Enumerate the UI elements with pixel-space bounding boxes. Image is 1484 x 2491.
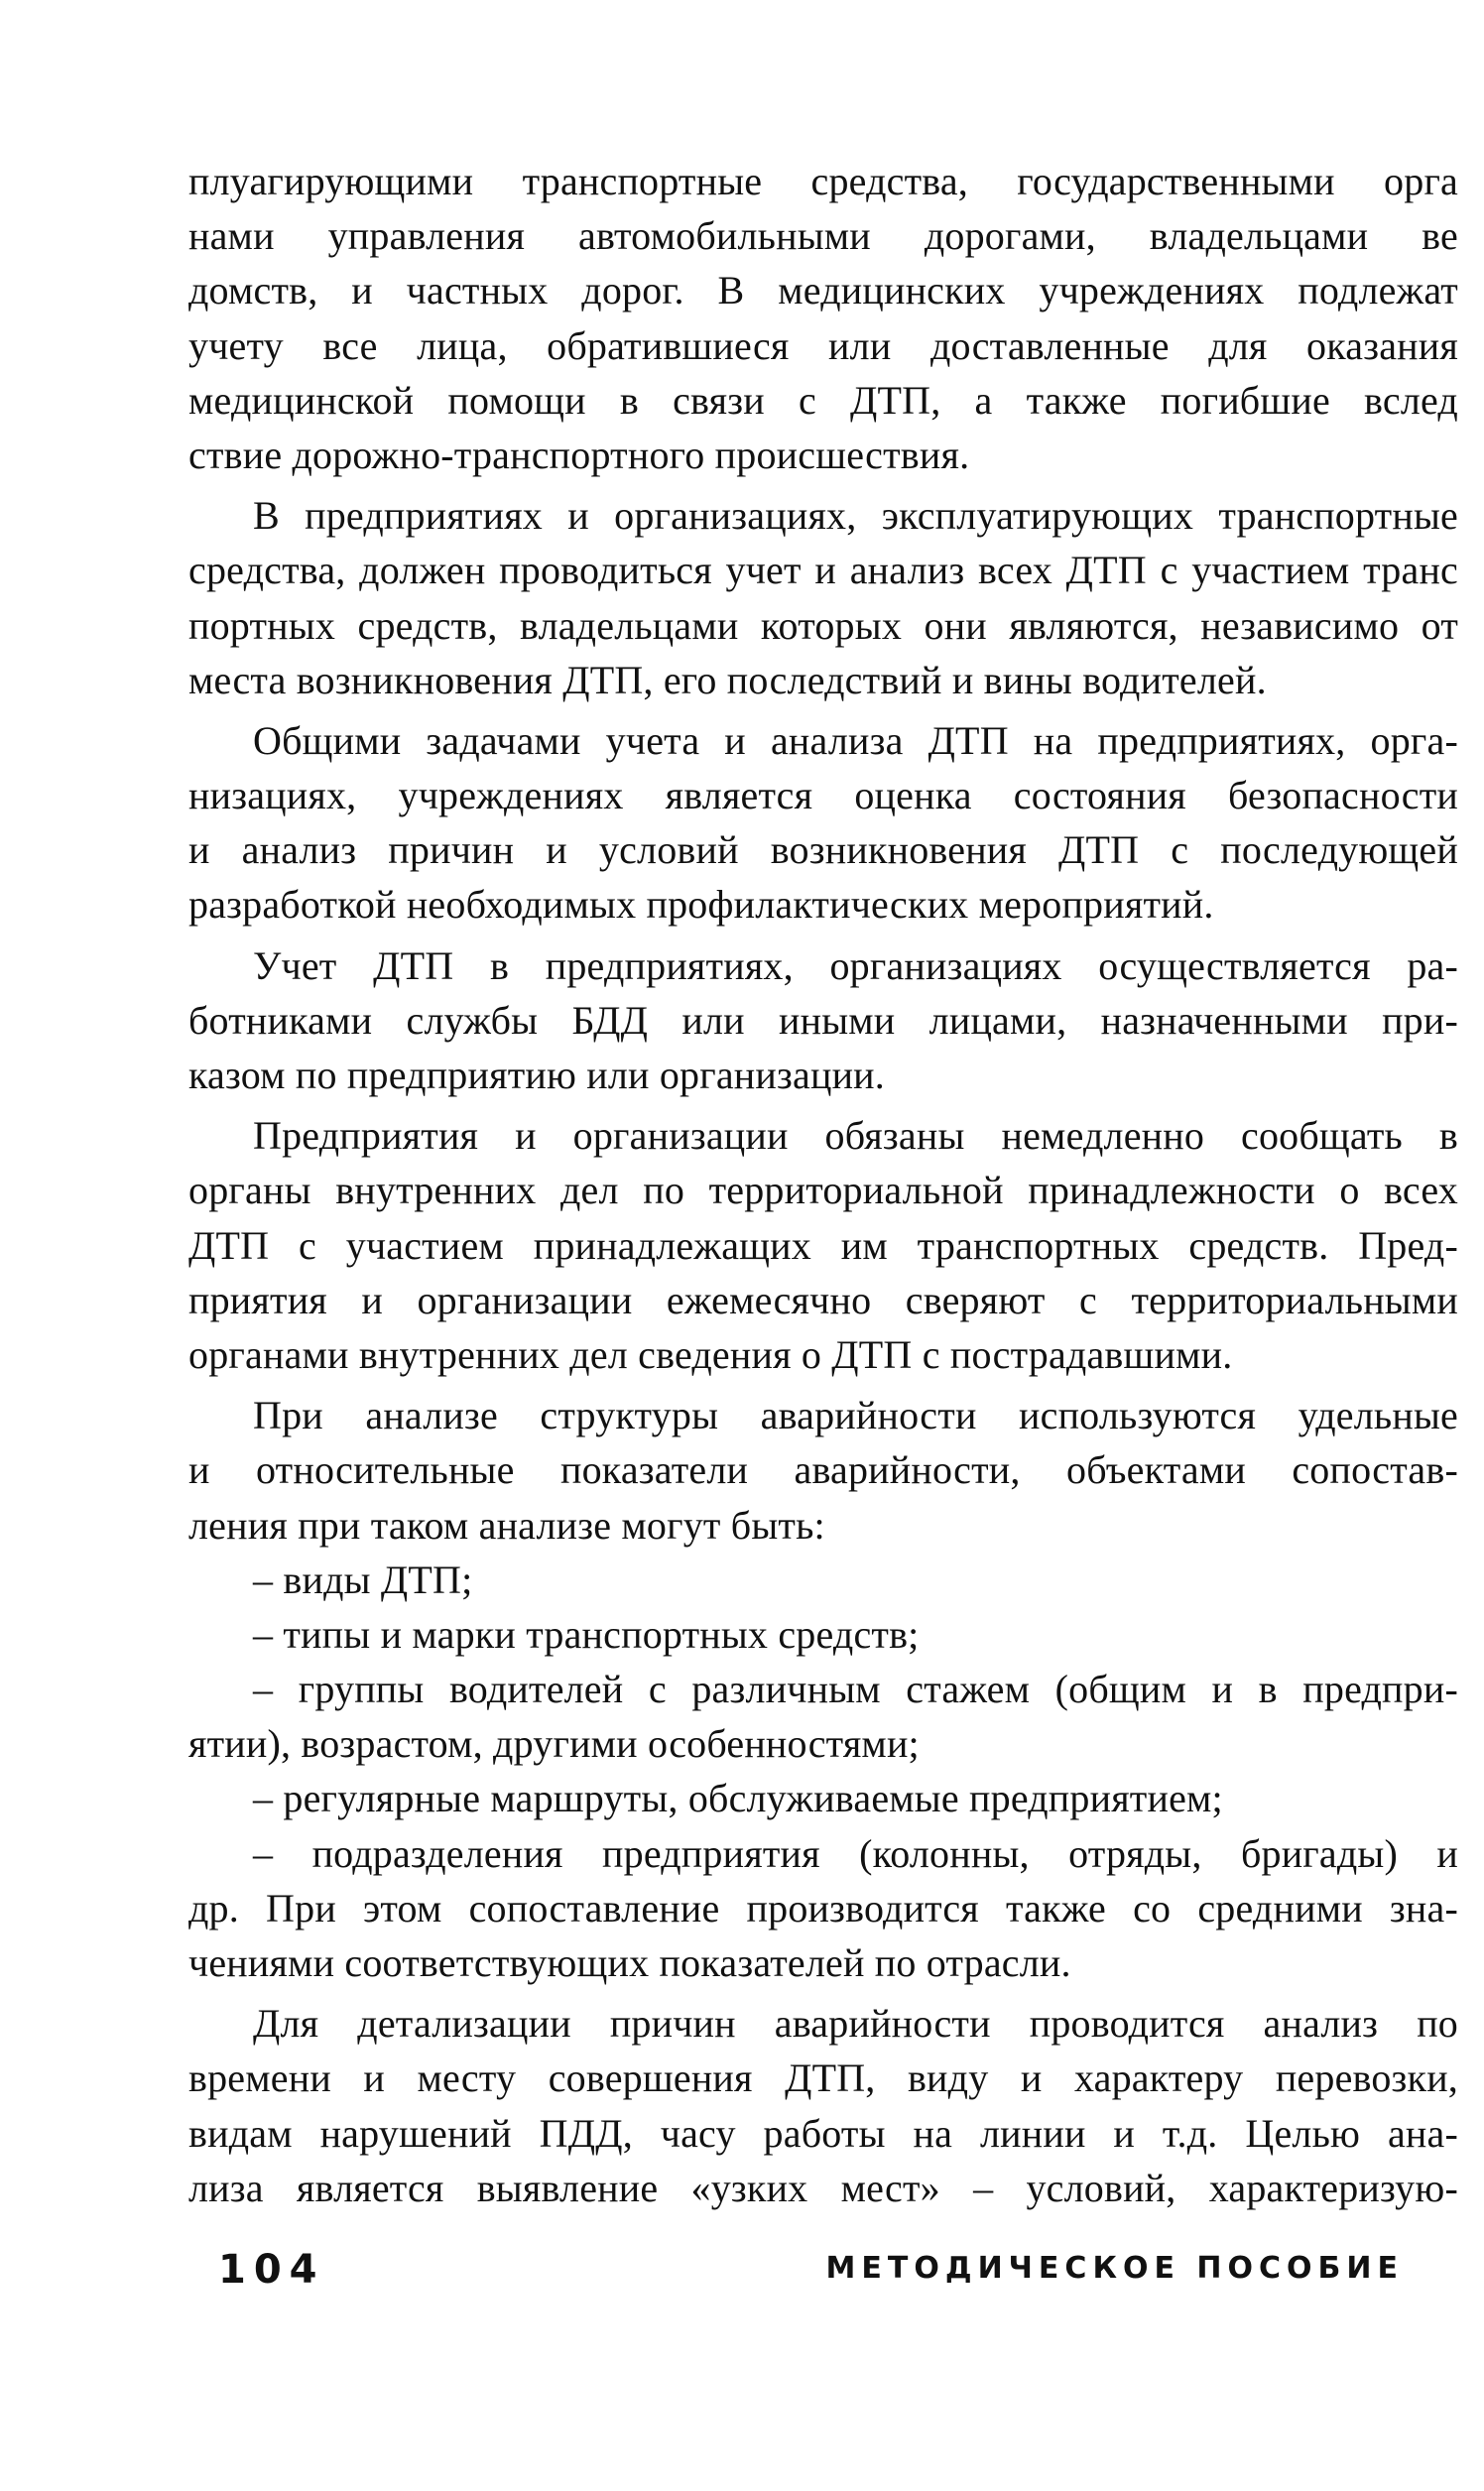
text-line: – подразделения предприятия (колонны, отряды, бригады) и — [253, 1830, 1458, 1876]
text-line: портных средств, владельцами которых они являются, независимо от — [188, 602, 1458, 648]
text-line: времени и месту совершения ДТП, виду и характеру перевозки, — [188, 2055, 1458, 2101]
text-line: др. При этом сопоставление производится также со средними зна- — [188, 1885, 1458, 1931]
text-line: органы внутренних дел по территориальной принадлежности о всех — [188, 1168, 1458, 1213]
running-title: МЕТОДИЧЕСКОЕ ПОСОБИЕ — [825, 2251, 1404, 2286]
text-line: чениями соответствующих показателей по отрасли. — [188, 1940, 1071, 1985]
text-line: органами внутренних дел сведения о ДТП с пострадавшими. — [188, 1331, 1233, 1377]
text-line: Для детализации причин аварийности проводится анализ по — [253, 2001, 1458, 2047]
text-line: ботниками службы БДД или иными лицами, назначенными при- — [188, 997, 1458, 1043]
text-line: домств, и частных дорог. В медицинских учреждениях подлежат — [188, 268, 1458, 313]
paragraph — [188, 1388, 1458, 1553]
text-line: Учет ДТП в предприятиях, организациях осуществляется ра- — [253, 942, 1458, 988]
page-footer — [218, 2247, 1404, 2306]
text-line: Общими задачами учета и анализа ДТП на предприятиях, орга- — [253, 717, 1458, 763]
text-line: казом по предприятию или организации. — [188, 1053, 885, 1097]
text-line: лиза является выявление «узких мест» – условий, характеризую- — [188, 2165, 1458, 2210]
paragraph — [188, 488, 1458, 707]
text-line: При анализе структуры аварийности используются удельные — [253, 1393, 1458, 1438]
text-line: – типы и марки транспортных средств; — [253, 1611, 920, 1657]
paragraph — [188, 713, 1458, 933]
text-line: видам нарушений ПДД, часу работы на линии и т.д. Целью ана- — [188, 2110, 1458, 2156]
paragraph — [188, 938, 1458, 1103]
text-line: ления при таком анализе могут быть: — [188, 1502, 825, 1548]
text-line: медицинской помощи в связи с ДТП, а также погибшие вслед — [188, 377, 1458, 423]
text-line: ятии), возрастом, другими особенностями; — [188, 1721, 920, 1767]
list-item — [188, 1771, 1458, 1825]
text-line: средства, должен проводиться учет и анализ всех ДТП с участием транс — [188, 548, 1458, 593]
text-line: – регулярные маршруты, обслуживаемые предприятием; — [253, 1776, 1223, 1821]
list-item — [188, 1607, 1458, 1662]
text-line: – группы водителей с различным стажем (общим и в предпри- — [253, 1667, 1458, 1712]
paragraph — [188, 1108, 1458, 1382]
text-line: учету все лица, обратившиеся или доставленные для оказания — [188, 322, 1458, 368]
text-line: ДТП с участием принадлежащих им транспортных средств. Пред- — [188, 1222, 1458, 1268]
text-line: и относительные показатели аварийности, объектами сопостав- — [188, 1447, 1458, 1493]
text-line: плуагирующими транспортные средства, государственными орга — [188, 159, 1458, 203]
text-line: и анализ причин и условий возникновения ДТП с последующей — [188, 827, 1458, 873]
body-text — [188, 154, 1458, 2215]
list-item — [188, 1662, 1458, 1771]
paragraph — [188, 154, 1458, 482]
text-line: Предприятия и организации обязаны немедленно сообщать в — [253, 1113, 1458, 1159]
page-number: 104 — [218, 2247, 325, 2293]
text-line: низациях, учреждениях является оценка состояния безопасности — [188, 773, 1458, 818]
list-item — [188, 1553, 1458, 1607]
text-line: В предприятиях и организациях, эксплуатирующих транспортные — [253, 493, 1458, 539]
text-line: – виды ДТП; — [253, 1557, 473, 1602]
text-line: ствие дорожно-транспортного происшествия. — [188, 432, 970, 477]
paragraph — [188, 1996, 1458, 2215]
text-line: нами управления автомобильными дорогами, владельцами ве — [188, 213, 1458, 259]
text-line: приятия и организации ежемесячно сверяют с территориальными — [188, 1277, 1458, 1322]
list-item — [188, 1826, 1458, 1991]
text-line: разработкой необходимых профилактических мероприятий. — [188, 882, 1214, 928]
text-line: места возникновения ДТП, его последствий и вины водителей. — [188, 657, 1267, 702]
